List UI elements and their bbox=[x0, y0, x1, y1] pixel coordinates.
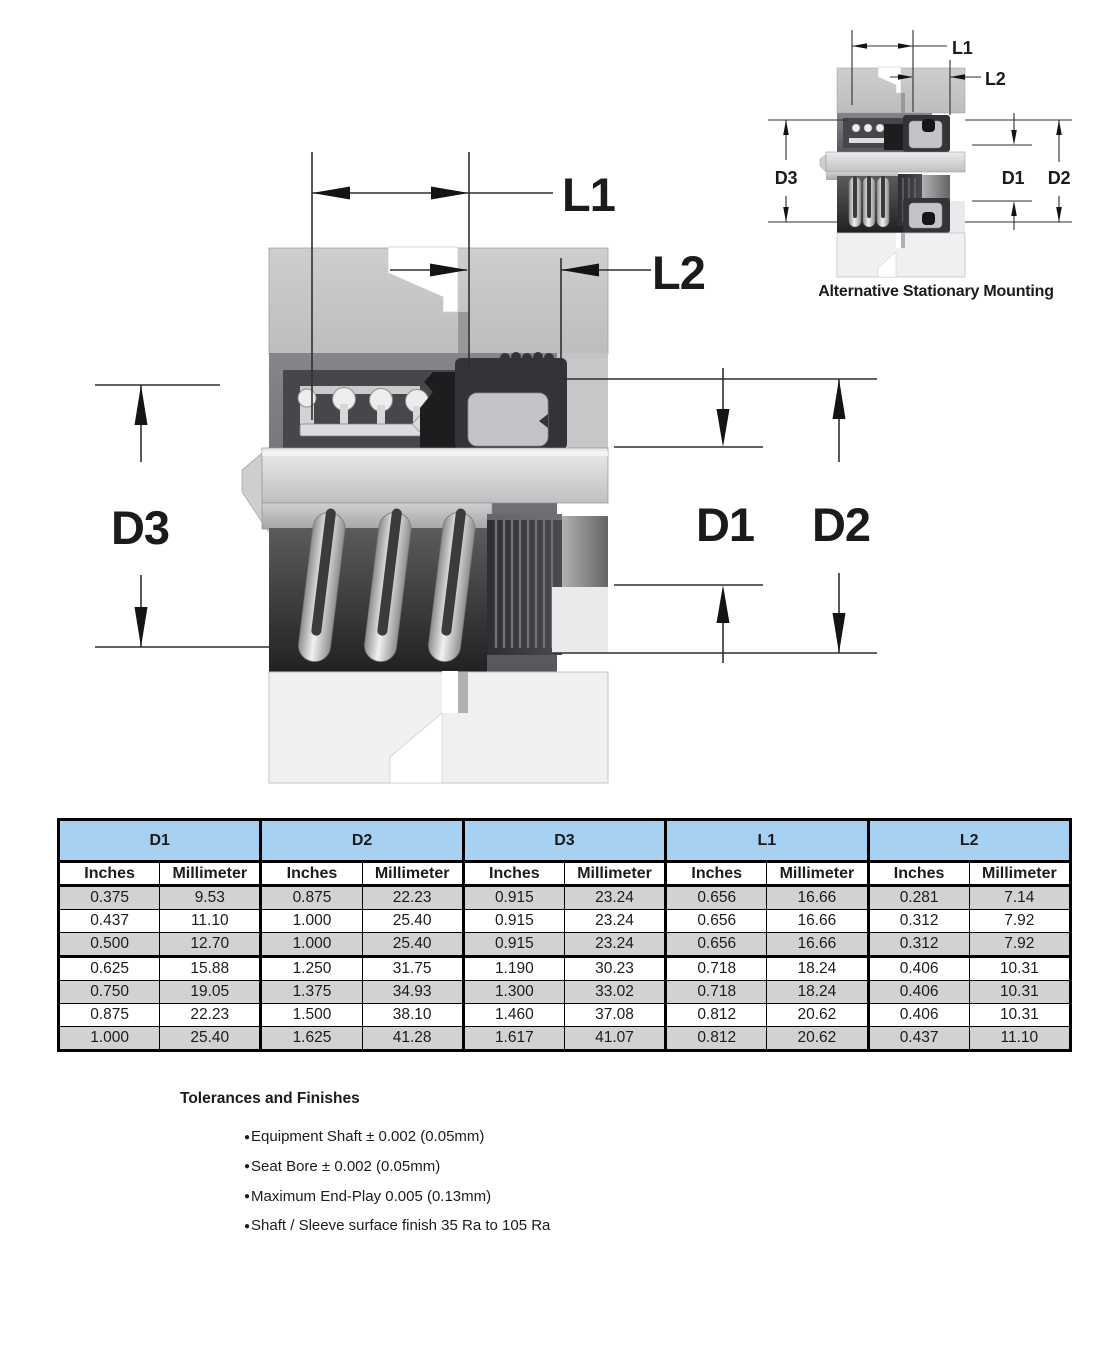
table-cell: 34.93 bbox=[362, 981, 463, 1004]
tolerances-list bbox=[180, 1122, 800, 1241]
dimensions-table bbox=[57, 818, 1072, 1052]
tolerance-item: ●Maximum End-Play 0.005 (0.13mm) bbox=[244, 1187, 492, 1205]
table-row bbox=[59, 1004, 1071, 1027]
table-cell: 0.625 bbox=[59, 957, 160, 981]
tolerance-item: ●Equipment Shaft ± 0.002 (0.05mm) bbox=[244, 1128, 485, 1145]
table-cell: 11.10 bbox=[160, 910, 261, 933]
dimensions-table-head bbox=[59, 820, 1071, 886]
table-cell: 1.500 bbox=[261, 1004, 362, 1027]
table-subheader-cell: Millimeter bbox=[767, 862, 868, 886]
main-d2-label: D2 bbox=[811, 498, 871, 551]
alt-mounting-drawing bbox=[820, 67, 965, 277]
table-cell: 0.500 bbox=[59, 933, 160, 957]
coil-spring bbox=[297, 507, 478, 664]
bullet-icon: ● bbox=[244, 1220, 251, 1232]
table-cell: 0.812 bbox=[666, 1027, 767, 1051]
table-subheader-cell: Inches bbox=[868, 862, 969, 886]
table-cell: 12.70 bbox=[160, 933, 261, 957]
table-cell: 0.437 bbox=[868, 1027, 969, 1051]
table-cell: 22.23 bbox=[160, 1004, 261, 1027]
table-row bbox=[59, 957, 1071, 981]
table-group-header: D3 bbox=[463, 820, 665, 862]
table-cell: 18.24 bbox=[767, 957, 868, 981]
table-cell: 1.000 bbox=[59, 1027, 160, 1051]
table-cell: 31.75 bbox=[362, 957, 463, 981]
table-cell: 0.406 bbox=[868, 981, 969, 1004]
table-cell: 0.406 bbox=[868, 1004, 969, 1027]
table-subheader-cell: Millimeter bbox=[564, 862, 665, 886]
table-cell: 0.406 bbox=[868, 957, 969, 981]
table-cell: 0.915 bbox=[463, 886, 564, 910]
tolerances-title: Tolerances and Finishes bbox=[180, 1090, 360, 1107]
table-cell: 30.23 bbox=[564, 957, 665, 981]
table-cell: 10.31 bbox=[969, 981, 1070, 1004]
table-cell: 10.31 bbox=[969, 957, 1070, 981]
table-cell: 7.92 bbox=[969, 933, 1070, 957]
table-cell: 1.000 bbox=[261, 910, 362, 933]
table-group-header: D2 bbox=[261, 820, 463, 862]
table-cell: 18.24 bbox=[767, 981, 868, 1004]
table-cell: 16.66 bbox=[767, 933, 868, 957]
dimensions-table-body bbox=[59, 886, 1071, 1051]
table-subheader-cell: Inches bbox=[59, 862, 160, 886]
housing-bottom bbox=[269, 671, 608, 783]
table-cell: 38.10 bbox=[362, 1004, 463, 1027]
dimensions-table-wrap bbox=[57, 818, 1072, 1052]
table-cell: 7.14 bbox=[969, 886, 1070, 910]
main-d3-label: D3 bbox=[110, 501, 170, 554]
alt-l2-label: L2 bbox=[985, 69, 1006, 89]
table-cell: 0.812 bbox=[666, 1004, 767, 1027]
table-cell: 0.656 bbox=[666, 886, 767, 910]
main-l2-label: L2 bbox=[652, 246, 705, 299]
table-cell: 25.40 bbox=[362, 910, 463, 933]
table-subheader-cell: Inches bbox=[463, 862, 564, 886]
table-cell: 20.62 bbox=[767, 1004, 868, 1027]
table-cell: 0.656 bbox=[666, 910, 767, 933]
tolerance-item: ●Shaft / Sleeve surface finish 35 Ra to 105 Ra bbox=[244, 1217, 551, 1235]
alt-l1-label: L1 bbox=[952, 38, 973, 58]
table-cell: 1.617 bbox=[463, 1027, 564, 1051]
table-row bbox=[59, 910, 1071, 933]
table-cell: 0.915 bbox=[463, 933, 564, 957]
alt-d1-label: D1 bbox=[1001, 168, 1025, 188]
table-cell: 0.281 bbox=[868, 886, 969, 910]
alt-d3-label: D3 bbox=[774, 168, 798, 188]
table-cell: 33.02 bbox=[564, 981, 665, 1004]
table-subheader-cell: Millimeter bbox=[969, 862, 1070, 886]
table-cell: 0.312 bbox=[868, 910, 969, 933]
tolerance-item: ●Seat Bore ± 0.002 (0.05mm) bbox=[244, 1157, 441, 1175]
table-cell: 11.10 bbox=[969, 1027, 1070, 1051]
oring-top bbox=[922, 119, 935, 132]
table-cell: 16.66 bbox=[767, 910, 868, 933]
bullet-icon: ● bbox=[244, 1161, 251, 1173]
table-cell: 0.875 bbox=[59, 1004, 160, 1027]
table-row bbox=[59, 886, 1071, 910]
table-group-header: L2 bbox=[868, 820, 1071, 862]
table-cell: 0.375 bbox=[59, 886, 160, 910]
table-row bbox=[59, 1027, 1071, 1051]
table-cell: 1.375 bbox=[261, 981, 362, 1004]
table-cell: 1.460 bbox=[463, 1004, 564, 1027]
table-cell: 23.24 bbox=[564, 886, 665, 910]
tolerances-section bbox=[180, 1090, 800, 1241]
table-cell: 0.656 bbox=[666, 933, 767, 957]
table-cell: 16.66 bbox=[767, 886, 868, 910]
table-cell: 25.40 bbox=[160, 1027, 261, 1051]
table-cell: 1.000 bbox=[261, 933, 362, 957]
table-cell: 0.750 bbox=[59, 981, 160, 1004]
table-cell: 10.31 bbox=[969, 1004, 1070, 1027]
table-cell: 1.300 bbox=[463, 981, 564, 1004]
table-cell: 37.08 bbox=[564, 1004, 665, 1027]
table-subheader-cell: Millimeter bbox=[160, 862, 261, 886]
table-cell: 0.915 bbox=[463, 910, 564, 933]
table-cell: 22.23 bbox=[362, 886, 463, 910]
table-subheader-cell: Inches bbox=[666, 862, 767, 886]
table-group-header: D1 bbox=[59, 820, 261, 862]
table-cell: 20.62 bbox=[767, 1027, 868, 1051]
table-cell: 9.53 bbox=[160, 886, 261, 910]
table-cell: 19.05 bbox=[160, 981, 261, 1004]
bullet-icon: ● bbox=[244, 1131, 251, 1143]
table-cell: 0.437 bbox=[59, 910, 160, 933]
main-seal-drawing bbox=[242, 247, 608, 783]
table-group-header: L1 bbox=[666, 820, 868, 862]
alt-d2-label: D2 bbox=[1047, 168, 1071, 188]
table-cell: 23.24 bbox=[564, 933, 665, 957]
table-cell: 23.24 bbox=[564, 910, 665, 933]
table-cell: 0.312 bbox=[868, 933, 969, 957]
table-group-header-row bbox=[59, 820, 1071, 862]
oring-bottom bbox=[922, 212, 935, 225]
table-cell: 15.88 bbox=[160, 957, 261, 981]
table-subheader-cell: Inches bbox=[261, 862, 362, 886]
table-cell: 1.625 bbox=[261, 1027, 362, 1051]
table-cell: 1.190 bbox=[463, 957, 564, 981]
table-cell: 25.40 bbox=[362, 933, 463, 957]
table-subheader-row bbox=[59, 862, 1071, 886]
table-cell: 41.28 bbox=[362, 1027, 463, 1051]
drive-collar bbox=[487, 514, 562, 655]
main-l1-label: L1 bbox=[562, 168, 615, 221]
table-row bbox=[59, 981, 1071, 1004]
alt-mounting-caption: Alternative Stationary Mounting bbox=[818, 283, 1054, 300]
table-cell: 0.718 bbox=[666, 957, 767, 981]
main-d1-label: D1 bbox=[695, 498, 755, 551]
table-row bbox=[59, 933, 1071, 957]
table-cell: 7.92 bbox=[969, 910, 1070, 933]
bullet-icon: ● bbox=[244, 1191, 251, 1203]
table-cell: 1.250 bbox=[261, 957, 362, 981]
table-cell: 0.875 bbox=[261, 886, 362, 910]
table-subheader-cell: Millimeter bbox=[362, 862, 463, 886]
table-cell: 41.07 bbox=[564, 1027, 665, 1051]
table-cell: 0.718 bbox=[666, 981, 767, 1004]
stationary-seat bbox=[468, 393, 548, 446]
